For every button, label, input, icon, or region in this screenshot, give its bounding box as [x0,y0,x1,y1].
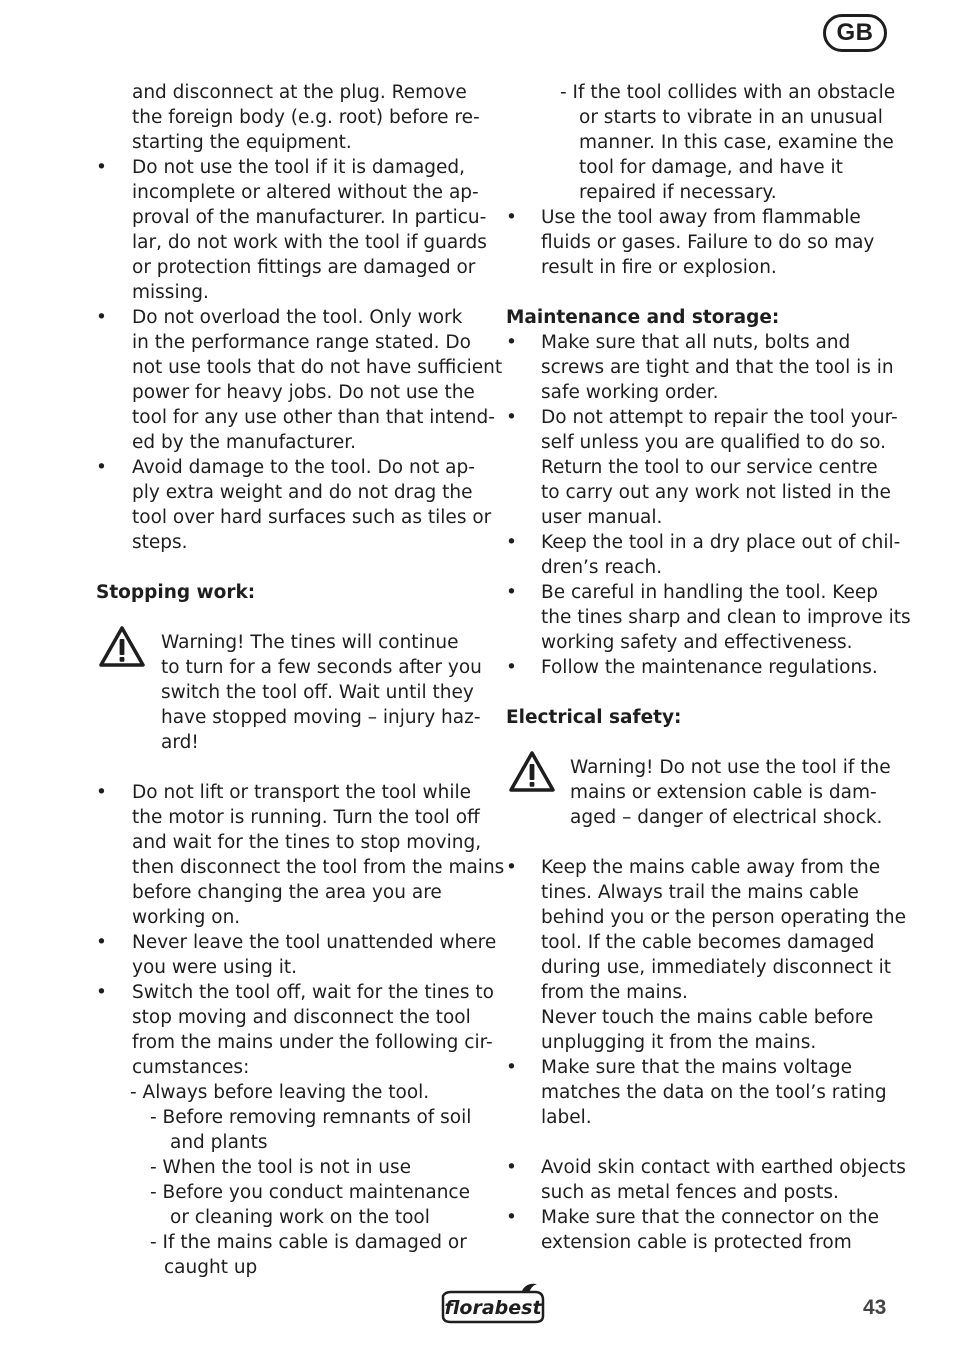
bullet-marker: • [506,657,517,678]
line-text: or starts to vibrate in an unusual [579,107,883,128]
bullet-marker: • [506,857,517,878]
line-text: - Always before leaving the tool. [130,1082,430,1103]
text-line [96,1205,480,1230]
line-text: not use tools that do not have sufficient [132,357,503,378]
text-line [506,780,894,805]
line-text: or protection fittings are damaged or [132,257,476,278]
text-line [96,905,480,930]
line-text: Make sure that the mains voltage [541,1057,852,1078]
section-heading [506,705,894,730]
line-text: working safety and effectiveness. [541,632,853,653]
bullet-item [506,855,894,880]
text-line [96,1030,493,1055]
line-text: unplugging it from the mains. [541,1032,817,1053]
text-line [96,1055,480,1080]
text-line [96,1255,480,1280]
bullet-marker: • [96,157,107,178]
text-line [506,455,894,480]
text-line [506,430,894,455]
bullet-marker: • [506,582,517,603]
line-text: Never leave the tool unattended where [132,932,497,953]
bullet-item [96,155,480,180]
blank-line [506,1130,894,1155]
bullet-item [506,580,894,605]
line-text: proval of the manufacturer. In particu- [132,207,487,228]
line-text: aged – danger of electrical shock. [570,807,883,828]
text-line [96,180,480,205]
text-line [506,630,894,655]
line-text: missing. [132,282,209,303]
line-text: steps. [132,532,188,553]
line-text: extension cable is protected from [541,1232,852,1253]
section-heading [96,580,480,605]
blank-line [96,605,480,630]
text-line [506,980,894,1005]
line-text: Follow the maintenance regulations. [541,657,878,678]
text-line [506,130,894,155]
text-line [96,630,480,655]
line-text: Be careful in handling the tool. Keep [541,582,878,603]
bullet-item [506,530,901,555]
bullet-marker: • [96,932,107,953]
line-text: tool for damage, and have it [579,157,843,178]
line-text: from the mains under the following cir- [132,1032,493,1053]
text-line [96,355,503,380]
text-line [96,280,480,305]
line-text: to carry out any work not listed in the [541,482,891,503]
line-text: safe working order. [541,382,719,403]
text-line [96,130,480,155]
line-text: and plants [170,1132,268,1153]
bullet-item [96,930,497,955]
line-text: switch the tool off. Wait until they [161,682,474,703]
text-line [96,680,480,705]
line-text: Avoid skin contact with earthed objects [541,1157,906,1178]
text-line [96,1080,480,1105]
text-line [96,1130,480,1155]
line-text: Make sure that the connector on the [541,1207,879,1228]
line-text: tool over hard surfaces such as tiles or [132,507,492,528]
line-text: Maintenance and storage: [506,307,780,328]
line-text: have stopped moving – injury haz- [161,707,481,728]
line-text: tool for any use other than that intend- [132,407,495,428]
line-text: to turn for a few seconds after you [161,657,482,678]
text-line [506,255,894,280]
bullet-marker: • [96,982,107,1003]
bullet-item [506,655,894,680]
text-line [506,230,894,255]
text-line [96,230,487,255]
text-line [506,505,894,530]
line-text: Do not attempt to repair the tool your- [541,407,898,428]
text-line [96,805,480,830]
text-line [506,1080,894,1105]
text-line [96,480,480,505]
line-text: the tines sharp and clean to improve its [541,607,911,628]
text-line [96,505,492,530]
line-text: Avoid damage to the tool. Do not ap- [132,457,475,478]
text-line [96,205,487,230]
line-text: - If the mains cable is damaged or [150,1232,467,1253]
text-line [96,1005,480,1030]
text-line [96,1105,480,1130]
bullet-marker: • [506,1157,517,1178]
blank-line [506,830,894,855]
line-text: then disconnect the tool from the mains [132,857,505,878]
text-line [506,555,894,580]
text-line [96,330,480,355]
line-text: Use the tool away from flammable [541,207,861,228]
bullet-item [96,455,480,480]
text-line [96,705,480,730]
florabest-logo [437,1282,549,1328]
language-badge: GB [823,14,887,52]
bullet-marker: • [506,332,517,353]
text-line [506,1180,894,1205]
text-line [96,1180,480,1205]
line-text: or cleaning work on the tool [170,1207,430,1228]
blank-line [506,280,894,305]
text-line [506,905,907,930]
line-text: starting the equipment. [132,132,352,153]
line-text: behind you or the person operating the [541,907,907,928]
text-line [506,355,894,380]
line-text: label. [541,1107,592,1128]
line-text: working on. [132,907,241,928]
blank-line [506,730,894,755]
bullet-item [506,1155,906,1180]
bullet-item [506,1205,894,1230]
line-text: tool. If the cable becomes damaged [541,932,875,953]
line-text: - Before removing remnants of soil [150,1107,472,1128]
line-text: Switch the tool off, wait for the tines to [132,982,494,1003]
text-line [506,105,894,130]
text-line [96,955,480,980]
bullet-item [506,405,898,430]
line-text: Electrical safety: [506,707,682,728]
line-text: mains or extension cable is dam- [570,782,877,803]
bullet-item [96,980,494,1005]
line-text: Warning! Do not use the tool if the [570,757,891,778]
bullet-marker: • [506,532,517,553]
text-line [96,405,495,430]
bullet-marker: • [506,207,517,228]
line-text: power for heavy jobs. Do not use the [132,382,475,403]
text-line [96,830,480,855]
line-text: Make sure that all nuts, bolts and [541,332,851,353]
text-line [506,605,911,630]
text-line [96,105,480,130]
line-text: Do not use the tool if it is damaged, [132,157,466,178]
line-text: - When the tool is not in use [150,1157,412,1178]
bullet-marker: • [96,307,107,328]
bullet-marker: • [96,782,107,803]
line-text: ed by the manufacturer. [132,432,356,453]
text-line [96,655,480,680]
bullet-item [506,205,894,230]
line-text: Keep the tool in a dry place out of chil- [541,532,901,553]
right-column [506,80,911,1255]
text-line [506,930,894,955]
line-text: stop moving and disconnect the tool [132,1007,471,1028]
line-text: the foreign body (e.g. root) before re- [132,107,480,128]
text-line [506,380,894,405]
page-number: 43 [863,1296,887,1319]
bullet-marker: • [506,1057,517,1078]
text-line [96,855,505,880]
line-text: Do not overload the tool. Only work [132,307,463,328]
text-line [506,1230,894,1255]
line-text: during use, immediately disconnect it [541,957,892,978]
line-text: screws are tight and that the tool is in [541,357,894,378]
text-line [96,530,480,555]
line-text: such as metal fences and posts. [541,1182,839,1203]
line-text: matches the data on the tool’s rating [541,1082,887,1103]
text-line [96,380,480,405]
line-text: lar, do not work with the tool if guards [132,232,487,253]
bullet-item [506,1055,894,1080]
line-text: in the performance range stated. Do [132,332,471,353]
blank-line [96,755,480,780]
text-line [506,1105,894,1130]
line-text: - Before you conduct maintenance [150,1182,470,1203]
line-text: ply extra weight and do not drag the [132,482,473,503]
line-text: user manual. [541,507,663,528]
line-text: self unless you are qualified to do so. [541,432,887,453]
text-line [506,80,894,105]
blank-line [96,555,480,580]
bullet-marker: • [96,457,107,478]
text-line [96,730,480,755]
bullet-marker: • [506,407,517,428]
line-text: Keep the mains cable away from the [541,857,881,878]
section-heading [506,305,894,330]
text-line [96,1230,480,1255]
bullet-item [506,330,894,355]
bullet-item [96,780,480,805]
text-line [506,155,894,180]
bullet-item [96,305,480,330]
line-text: repaired if necessary. [579,182,777,203]
left-column [96,80,505,1280]
text-line [506,880,894,905]
line-text: Return the tool to our service centre [541,457,878,478]
line-text: Do not lift or transport the tool while [132,782,472,803]
line-text: Stopping work: [96,582,256,603]
text-line [506,805,894,830]
line-text: Warning! The tines will continue [161,632,459,653]
text-line [96,430,480,455]
line-text: cumstances: [132,1057,250,1078]
text-line [96,80,480,105]
line-text: you were using it. [132,957,297,978]
line-text: and wait for the tines to stop moving, [132,832,482,853]
text-line [96,255,480,280]
line-text: caught up [164,1257,258,1278]
line-text: from the mains. [541,982,688,1003]
line-text: fluids or gases. Failure to do so may [541,232,875,253]
text-line [506,955,894,980]
text-line [506,1005,894,1030]
blank-line [506,680,894,705]
line-text: - If the tool collides with an obstacle [560,82,896,103]
line-text: dren’s reach. [541,557,663,578]
text-line [96,880,480,905]
text-line [506,180,894,205]
line-text: incomplete or altered without the ap- [132,182,479,203]
line-text: manner. In this case, examine the [579,132,894,153]
bullet-marker: • [506,1207,517,1228]
line-text: ard! [161,732,199,753]
line-text: the motor is running. Turn the tool off [132,807,480,828]
line-text: Never touch the mains cable before [541,1007,874,1028]
brand-wordmark: florabest [444,1297,542,1319]
text-line [506,480,894,505]
line-text: result in fire or explosion. [541,257,777,278]
text-line [96,1155,480,1180]
text-line [506,1030,894,1055]
line-text: tines. Always trail the mains cable [541,882,859,903]
line-text: and disconnect at the plug. Remove [132,82,467,103]
line-text: before changing the area you are [132,882,442,903]
text-line [506,755,894,780]
